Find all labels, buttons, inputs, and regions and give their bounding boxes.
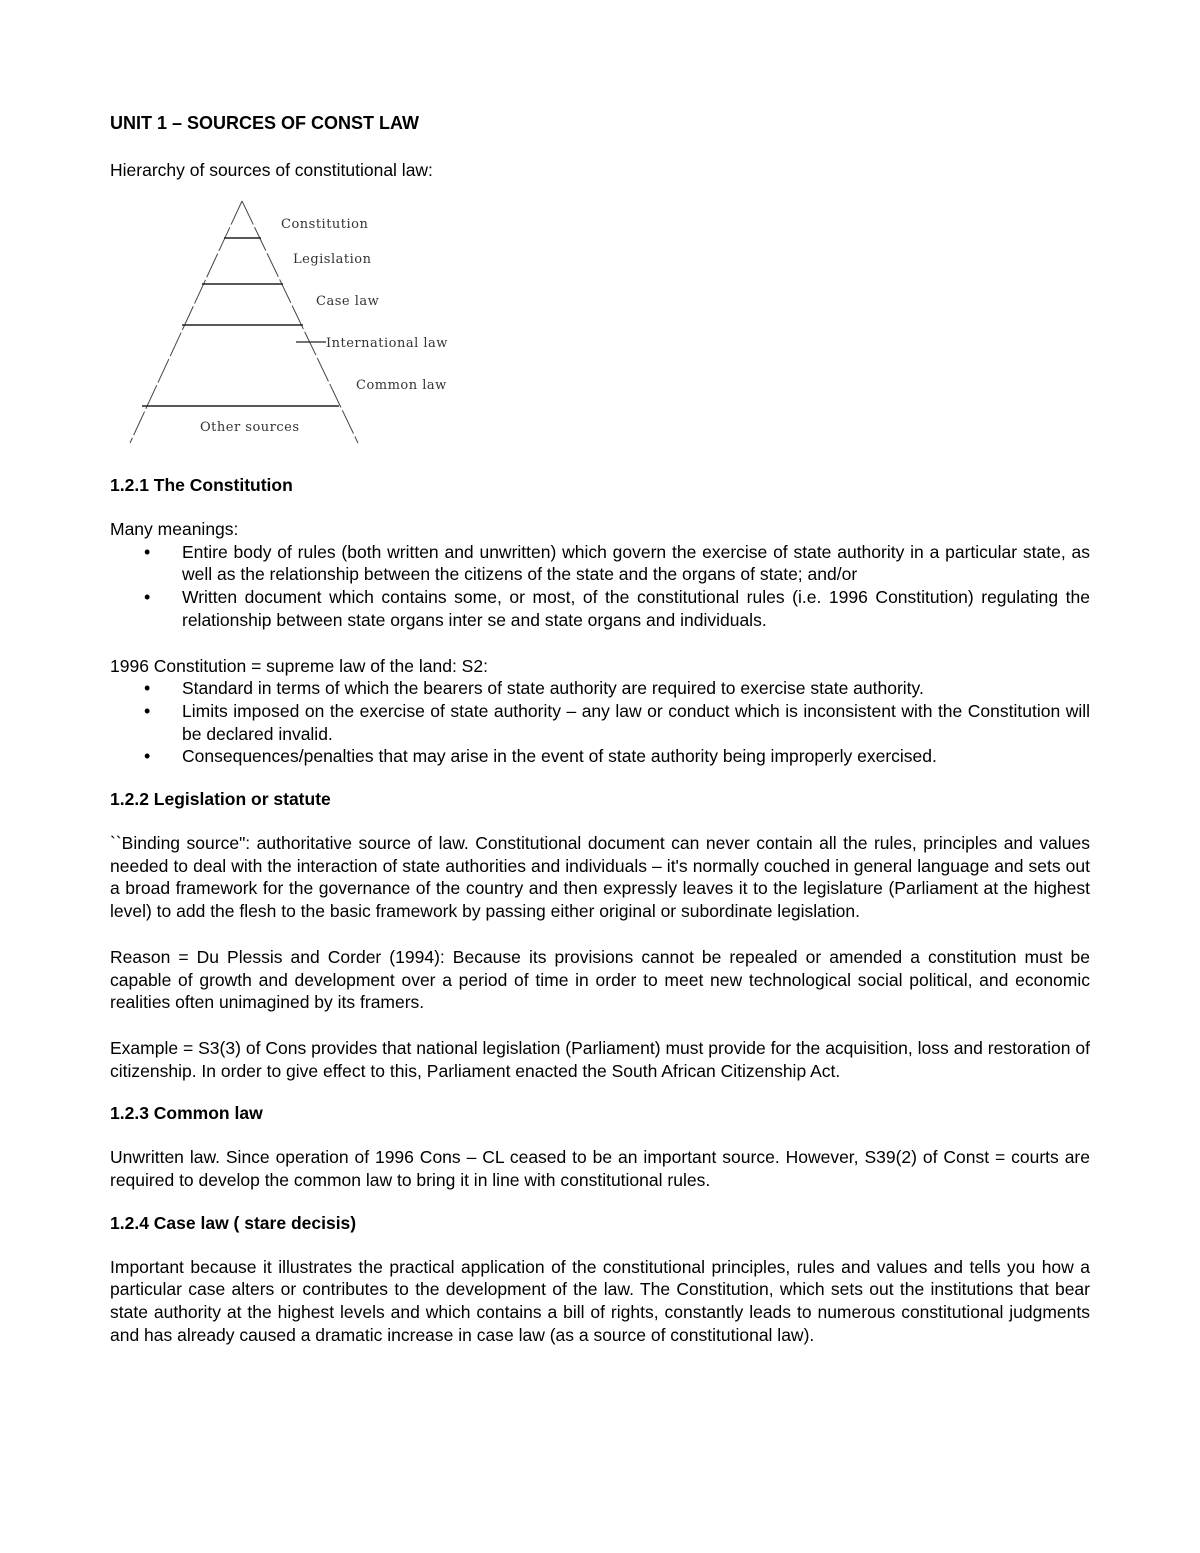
paragraph-reason: Reason = Du Plessis and Corder (1994): Because its provisions cannot be repealed or amended a constitution must be capable of growth and development over a period of time in order to meet new technological social political, and economic realities often unimagined by its framers.	[110, 946, 1090, 1013]
list-item: • Entire body of rules (both written and unwritten) which govern the exercise of state authority in a particular state, as well as the relationship between the citizens of the state and the organs of state; and/or	[182, 541, 1090, 586]
paragraph-binding-source: ``Binding source": authoritative source of law. Constitutional document can never contain all the rules, principles and values needed to deal with the interaction of state authorities and individuals – it's normally couched in general language and sets out a broad framework for the governance of the country and then expressly leaves it to the legislature (Parliament at the highest level) to add the flesh to the basic framework by passing either original or subordinate legislation.	[110, 833, 1090, 922]
pyramid-label-constitution: Constitution	[281, 217, 369, 232]
section-heading-constitution: 1.2.1 The Constitution	[110, 475, 293, 495]
list-item: • Limits imposed on the exercise of state authority – any law or conduct which is inconsistent with the Constitution will be declared invalid.	[182, 700, 1090, 745]
pyramid-label-case-law: Case law	[316, 294, 380, 309]
intro-text: Hierarchy of sources of constitutional law:	[110, 160, 433, 180]
pyramid-label-common-law: Common law	[356, 378, 447, 393]
section-heading-case-law: 1.2.4 Case law ( stare decisis)	[110, 1212, 357, 1233]
paragraph-many-meanings: Many meanings:	[110, 519, 239, 539]
section-heading-legislation: 1.2.2 Legislation or statute	[110, 789, 331, 810]
list-item: • Standard in terms of which the bearers of state authority are required to exercise state authority.	[182, 677, 1090, 700]
paragraph-case-law: Important because it illustrates the practical application of the constitutional principles, rules and values and tells you how a particular case alters or contributes to the development of the law. The Constitution, which sets out the institutions that bear state authority at the highest levels and which contains a bill of rights, constantly leads to numerous constitutional judgments and has already caused a dramatic increase in case law (as a source of constitutional law).	[110, 1256, 1090, 1345]
pyramid-label-other-sources: Other sources	[200, 420, 300, 435]
list-item: • Consequences/penalties that may arise in the event of state authority being improperly exercised.	[182, 745, 1090, 768]
bullet-list-meanings	[110, 541, 1090, 632]
pyramid-label-international-law: International law	[326, 336, 448, 351]
paragraph-example: Example = S3(3) of Cons provides that national legislation (Parliament) must provide for the acquisition, loss and restoration of citizenship. In order to give effect to this, Parliament enacted the South African Citizenship Act.	[110, 1037, 1090, 1081]
document-body	[110, 474, 1090, 1370]
list-item: • Written document which contains some, or most, of the constitutional rules (i.e. 1996 Constitution) regulating the relationship between state organs inter se and state organs and individuals.	[182, 586, 1090, 631]
pyramid-label-legislation: Legislation	[293, 252, 372, 267]
page-title: UNIT 1 – SOURCES OF CONST LAW	[110, 113, 420, 133]
paragraph-common-law: Unwritten law. Since operation of 1996 Cons – CL ceased to be an important source. However, S39(2) of Const = courts are required to develop the common law to bring it in line with constitutional rules.	[110, 1147, 1090, 1191]
hierarchy-pyramid-diagram	[120, 195, 460, 455]
paragraph-supreme-law: 1996 Constitution = supreme law of the land: S2:	[110, 655, 488, 676]
section-heading-common-law: 1.2.3 Common law	[110, 1103, 263, 1124]
bullet-list-supreme-law	[110, 677, 1090, 768]
